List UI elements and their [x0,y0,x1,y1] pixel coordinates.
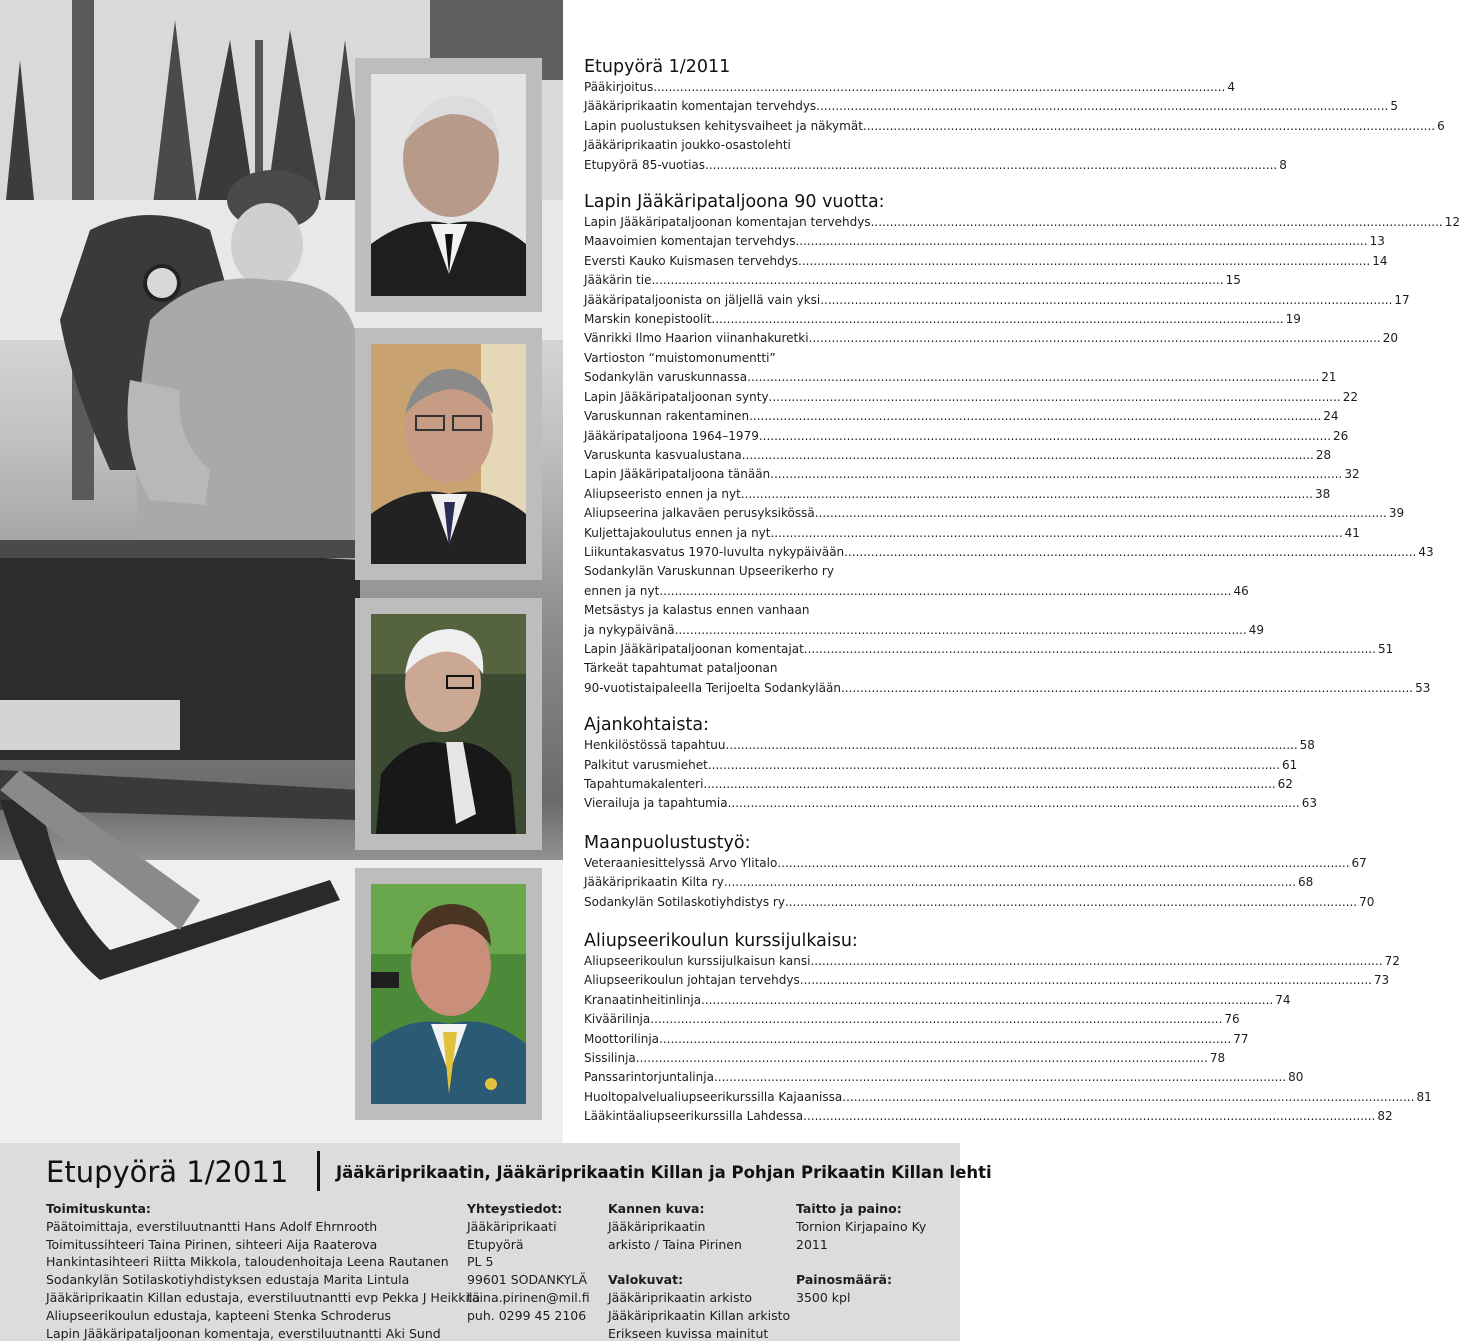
toc-entry[interactable] [584,329,1399,348]
toc-entry-page: 21 [1321,370,1337,385]
toc-entry[interactable] [584,582,1249,601]
toc-dot-leader [863,117,1435,136]
toc-dot-leader [714,1068,1286,1087]
toc-entry[interactable] [584,562,906,581]
toc-dot-leader [785,893,1357,912]
toc-dot-leader [651,271,1223,290]
toc-dot-leader [747,368,1319,387]
contact-info [467,1200,590,1325]
toc-entry-page: 14 [1372,253,1388,268]
toc-entry-page: 4 [1227,80,1236,94]
toc-entry-page: 26 [1333,428,1349,443]
toc-entry[interactable] [584,971,1390,990]
toc-entry-page: 39 [1388,506,1405,521]
toc-entry[interactable] [584,952,1400,971]
toc-entry-page: 32 [1344,467,1360,482]
toc-entry-title: Henkilöstössä tapahtuu [584,738,726,753]
printing-line: Tornion Kirjapaino Ky [796,1218,927,1234]
editorial-board-line: Sodankylän Sotilaskotiyhdistyksen edustaja Marita Lintula [46,1272,410,1288]
toc-dot-leader [741,485,1313,504]
toc-entry[interactable] [584,1088,1432,1107]
editorial-board-line: Jääkäriprikaatin Killan edustaja, everstiluutnantti evp Pekka J Heikkilä [46,1289,481,1305]
toc-entry-title: Eversti Kauko Kuismasen tervehdys [584,253,799,268]
toc-entry[interactable] [584,679,1431,698]
toc-entry-page: 28 [1315,447,1332,462]
toc-entry[interactable] [584,1068,1304,1087]
toc-entry-title: Lapin Jääkäripataljoona tänään [584,467,771,482]
toc-entry-page: 81 [1416,1089,1432,1104]
toc-section-title: Lapin Jääkäripataljoona 90 vuotta: [584,192,885,213]
toc-entry[interactable] [584,736,1315,755]
toc-entry-page: 72 [1384,954,1400,969]
toc-dot-leader [728,794,1300,813]
editorial-board-line: Toimitussihteeri Taina Pirinen, sihteeri Aija Raaterova [46,1236,378,1252]
toc-entry-title: Aliupseerina jalkaväen perusyksikössä [584,506,815,521]
toc-entry-page: 6 [1437,118,1445,133]
toc-entry-title: Sodankylän Sotilaskotiyhdistys ry [584,894,785,909]
toc-entry[interactable] [584,756,1298,775]
toc-entry-title: Veteraaniesittelyssä Arvo Ylitalo [584,855,778,870]
toc-entry[interactable] [584,156,1287,175]
toc-entry-page: 77 [1233,1031,1249,1046]
toc-entry[interactable] [584,388,1358,407]
toc-entry-title: Tärkeät tapahtumat pataljoonan [584,661,778,676]
editorial-board-line: Lapin Jääkäripataljoonan komentaja, everstiluutnantti Aki Sund [46,1325,441,1341]
toc-entry-title: Jääkäriprikaatin komentajan tervehdys [584,99,817,114]
toc-entry-title: Vierailuja ja tapahtumia [584,796,728,811]
photos-line: Erikseen kuvissa mainitut [608,1325,769,1341]
toc-entry-title: ja nykypäivänä [584,622,675,637]
toc-entry[interactable] [584,427,1349,446]
toc-entry-page: 22 [1342,389,1358,404]
toc-entry[interactable] [584,407,1339,426]
toc-entry[interactable] [584,854,1367,873]
toc-section-title: Etupyörä 1/2011 [584,57,731,77]
contact-line: Jääkäriprikaati [467,1218,557,1234]
toc-entry-page: 61 [1282,757,1298,772]
toc-entry-title: Jääkäripataljoonista on jäljellä vain yksi [584,292,821,307]
toc-entry-title: Moottorilinja [584,1031,660,1046]
toc-entry[interactable] [584,621,1265,640]
toc-entry-page: 70 [1359,894,1375,909]
portrait-1-photo [371,74,526,296]
toc-section [584,930,1432,1127]
toc-entry[interactable] [584,465,1360,484]
toc-dot-leader [795,232,1367,251]
toc-entry-title: Huoltopalvelualiupseerikurssilla Kajaanissa [584,1089,843,1104]
toc-dot-leader [726,736,1298,755]
toc-entry[interactable] [584,1107,1393,1126]
toc-entry[interactable] [584,775,1293,794]
toc-dot-leader [815,504,1387,523]
toc-entry-title: Lapin puolustuksen kehitysvaiheet ja näkymät [584,118,863,133]
toc-entry[interactable] [584,446,1332,465]
magazine-tagline: Jääkäriprikaatin, Jääkäriprikaatin Killan ja Pohjan Prikaatin Killan lehti [336,1163,992,1182]
toc-entry[interactable] [584,893,1375,912]
toc-entry-title: Jääkäriprikaatin joukko-osastolehti [584,138,791,153]
portrait-2-photo [371,344,526,564]
toc-entry-page: 43 [1418,544,1434,559]
printing-heading: Taitto ja paino: [796,1201,902,1216]
toc-entry-page: 17 [1394,292,1410,307]
toc-dot-leader [770,524,1342,543]
toc-entry-title: Varuskunnan rakentaminen [584,409,750,424]
toc-dot-leader [844,543,1416,562]
toc-entry[interactable] [584,1030,1249,1049]
toc-dot-leader [659,582,1231,601]
contact-heading: Yhteystiedot: [467,1201,563,1216]
toc-entry-page: 51 [1377,641,1394,656]
toc-dot-leader [804,640,1376,659]
toc-dot-leader [800,971,1372,990]
toc-entry-page: 41 [1344,525,1360,540]
photos-heading: Valokuvat: [608,1272,684,1288]
printing-line: 2011 [796,1236,828,1252]
toc-entry[interactable] [584,1049,1226,1068]
toc-entry-title: Kuljettajakoulutus ennen ja nyt [584,525,771,540]
toc-dot-leader [749,407,1321,426]
toc-section [584,191,1460,698]
contact-phone: puh. 0299 45 2106 [467,1307,587,1323]
toc-entry[interactable] [584,252,1388,271]
toc-dot-leader [841,679,1413,698]
toc-dot-leader [777,854,1349,873]
toc-entry[interactable] [584,271,1241,290]
editorial-board-line: Päätoimittaja, everstiluutnantti Hans Adolf Ehrnrooth [46,1218,378,1234]
toc-entry[interactable] [584,368,1337,387]
toc-dot-leader [724,873,1296,892]
toc-dot-leader [810,952,1382,971]
toc-entry-title: Lapin Jääkäripataljoonan komentajan tervehdys [584,215,871,230]
print-run-heading: Painosmäärä: [796,1272,892,1288]
cover-credit-heading: Kannen kuva: [608,1201,705,1216]
toc-entry[interactable] [584,78,1236,97]
toc-entry[interactable] [584,117,1445,136]
toc-entry-title: Marskin konepistoolit [584,312,712,327]
portrait-1 [355,58,542,312]
toc-entry-title: Vänrikki Ilmo Haarion viinanhakuretki [584,331,809,346]
toc-entry[interactable] [584,873,1314,892]
toc-entry-title: Lapin Jääkäripataljoonan synty [584,389,769,404]
toc-dot-leader [703,775,1275,794]
toc-entry-title: Aliupseerikoulun kurssijulkaisun kansi [584,954,811,969]
toc-entry-page: 5 [1390,99,1398,114]
contact-email: taina.pirinen@mil.fi [467,1289,590,1305]
toc-dot-leader [705,156,1277,175]
toc-dot-leader [816,97,1388,116]
toc-entry[interactable] [584,1010,1240,1029]
toc-dot-leader [769,388,1341,407]
photos-line: Jääkäriprikaatin Killan arkisto [608,1307,791,1323]
cover-credit-line: Jääkäriprikaatin [608,1218,706,1234]
toc-dot-leader [711,310,1283,329]
toc-entry[interactable] [584,524,1360,543]
portrait-4 [355,868,542,1120]
contact-line: PL 5 [467,1254,494,1270]
toc-entry[interactable] [584,310,1301,329]
toc-entry-page: 53 [1415,680,1431,695]
toc-entry[interactable] [584,136,906,155]
toc-dot-leader [636,1049,1208,1068]
toc-section [584,714,1318,814]
toc-entry-page: 78 [1209,1051,1226,1066]
toc-entry-title: Sodankylän varuskunnassa [584,370,748,385]
toc-entry-title: Pääkirjoitus [584,80,654,94]
magazine-title: Etupyörä 1/2011 [46,1155,289,1189]
toc-entry-title: Liikuntakasvatus 1970-luvulta nykypäivään [584,544,845,559]
contact-line: 99601 SODANKYLÄ [467,1272,588,1288]
toc-entry-page: 58 [1299,738,1315,753]
toc-entry[interactable] [584,232,1385,251]
toc-dot-leader [659,1030,1231,1049]
toc-dot-leader [675,621,1247,640]
toc-entry-title: Vartioston “muistomonumentti” [584,350,776,365]
toc-dot-leader [809,329,1381,348]
toc-entry[interactable] [584,213,1460,232]
portrait-4-photo [371,884,526,1104]
toc-entry-title: Kranaatinheitinlinja [584,992,702,1007]
toc-entry-page: 80 [1288,1070,1304,1085]
toc-entry-title: Jääkärin tie [584,273,652,288]
toc-entry-title: Tapahtumakalenteri [584,777,704,791]
toc-entry-title: Panssarintorjuntalinja [584,1070,714,1085]
toc-dot-leader [770,465,1342,484]
toc-entry-title: Etupyörä 85-vuotias [584,157,706,172]
cover-photo-credit [608,1200,790,1342]
editorial-board [46,1200,480,1342]
toc-entry-title: ennen ja nyt [584,583,660,598]
toc-entry[interactable] [584,601,906,620]
toc-entry-page: 12 [1444,215,1460,230]
toc-entry-title: Lapin Jääkäripataljoonan komentajat [584,641,804,656]
toc-entry-page: 49 [1248,622,1265,637]
toc-dot-leader [708,756,1280,775]
editorial-board-line: Aliupseerikoulun edustaja, kapteeni Stenka Schroderus [46,1307,392,1323]
toc-entry-title: Kiväärilinja [584,1012,651,1027]
portrait-3 [355,598,542,850]
toc-entry-title: Maavoimien komentajan tervehdys [584,234,796,249]
toc-entry-page: 63 [1301,796,1318,811]
toc-entry-title: Sodankylän Varuskunnan Upseerikerho ry [584,564,834,579]
toc-entry-page: 38 [1314,486,1331,501]
toc-entry-page: 68 [1298,875,1314,890]
toc-entry-page: 13 [1369,234,1385,249]
toc-entry-page: 74 [1275,992,1291,1007]
toc-dot-leader [742,446,1314,465]
toc-entry[interactable] [584,97,1398,116]
toc-entry-title: Jääkäripataljoona 1964–1979 [584,428,759,443]
toc-entry-page: 24 [1323,409,1339,424]
printing-info [796,1200,926,1307]
toc-entry-page: 19 [1285,312,1301,327]
photos-line: Jääkäriprikaatin arkisto [608,1289,753,1305]
table-of-contents [584,56,1460,1127]
toc-section [584,56,1445,175]
toc-entry-page: 76 [1224,1012,1240,1027]
toc-entry[interactable] [584,640,1394,659]
toc-entry-page: 20 [1382,331,1399,346]
toc-entry-page: 8 [1279,157,1287,172]
cover-credit-line: arkisto / Taina Pirinen [608,1236,742,1252]
toc-dot-leader [820,291,1392,310]
toc-section-title: Aliupseerikoulun kurssijulkaisu: [584,931,858,952]
toc-section [584,832,1375,912]
toc-dot-leader [653,78,1225,97]
title-divider [317,1151,320,1191]
toc-dot-leader [759,427,1331,446]
toc-entry-title: Jääkäriprikaatin Kilta ry [584,875,724,890]
toc-entry[interactable] [584,485,1331,504]
toc-dot-leader [701,991,1273,1010]
toc-entry[interactable] [584,543,1434,562]
toc-dot-leader [842,1088,1414,1107]
toc-entry-page: 62 [1277,777,1293,791]
masthead-footer [0,1143,992,1341]
contact-line: Etupyörä [467,1236,524,1252]
toc-entry-title: Varuskunta kasvualustana [584,447,742,462]
editorial-board-heading: Toimituskunta: [46,1201,151,1216]
toc-entry-title: Aliupseeristo ennen ja nyt [584,486,741,501]
toc-entry-page: 15 [1225,273,1241,288]
toc-entry-page: 73 [1373,973,1390,988]
portrait-2 [355,328,542,580]
toc-entry-title: Sissilinja [584,1051,636,1066]
toc-entry-page: 46 [1233,583,1249,598]
toc-entry[interactable] [584,504,1405,523]
toc-entry[interactable] [584,794,1318,813]
toc-dot-leader [650,1010,1222,1029]
print-run-value: 3500 kpl [796,1289,851,1305]
toc-section-title: Ajankohtaista: [584,715,710,736]
toc-entry[interactable] [584,659,906,678]
toc-entry-title: 90-vuotistaipaleella Terijoelta Sodankylään [584,680,841,695]
editorial-board-line: Hankintasihteeri Riitta Mikkola, taloudenhoitaja Leena Rautanen [46,1254,449,1270]
toc-entry[interactable] [584,991,1291,1010]
toc-entry-title: Metsästys ja kalastus ennen vanhaan [584,603,810,618]
toc-dot-leader [798,252,1370,271]
toc-entry-page: 82 [1377,1109,1393,1124]
portrait-3-photo [371,614,526,834]
toc-dot-leader [871,213,1443,232]
toc-entry-page: 67 [1351,855,1367,870]
toc-entry-title: Lääkintäaliupseerikurssilla Lahdessa [584,1109,804,1124]
toc-section-title: Maanpuolustustyö: [584,832,751,853]
toc-entry-title: Aliupseerikoulun johtajan tervehdys [584,973,800,988]
toc-entry[interactable] [584,349,906,368]
toc-entry-title: Palkitut varusmiehet [584,757,708,772]
toc-entry[interactable] [584,291,1410,310]
toc-dot-leader [803,1107,1375,1126]
